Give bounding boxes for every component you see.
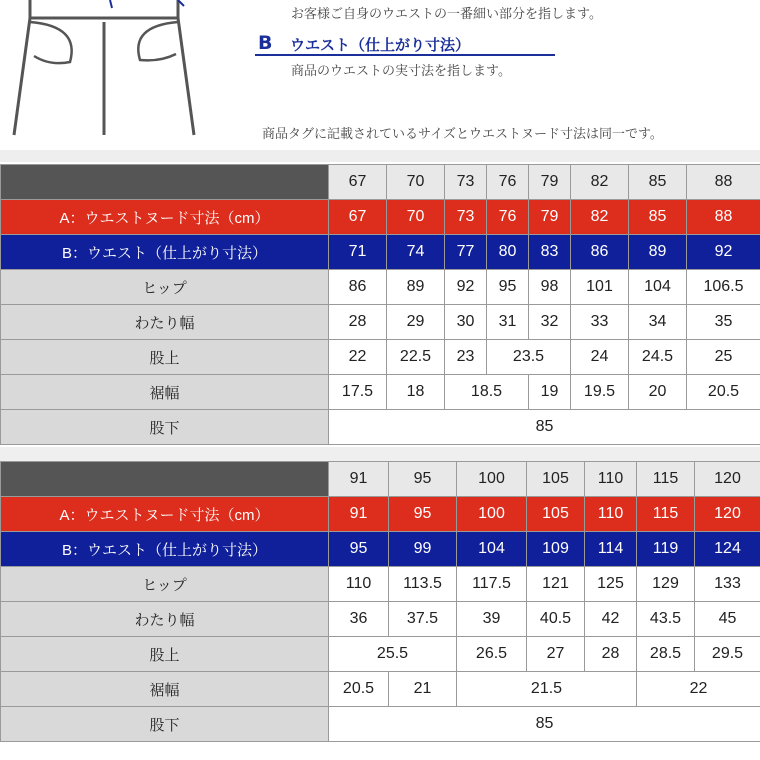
size-cell: 95 bbox=[389, 462, 457, 497]
value-cell: 22.5 bbox=[387, 340, 445, 375]
separator bbox=[0, 150, 760, 162]
value-cell: 18 bbox=[387, 375, 445, 410]
value-cell: 29 bbox=[387, 305, 445, 340]
finished-waist-row bbox=[1, 532, 760, 567]
value-cell: 101 bbox=[571, 270, 629, 305]
value-cell: 89 bbox=[629, 235, 687, 270]
value-cell: 73 bbox=[445, 200, 487, 235]
value-cell: 95 bbox=[487, 270, 529, 305]
value-cell: 83 bbox=[529, 235, 571, 270]
row-label: わたり幅 bbox=[1, 602, 329, 637]
row-label: B：ウエスト（仕上がり寸法） bbox=[1, 532, 329, 567]
value-cell: 29.5 bbox=[695, 637, 760, 672]
value-cell: 109 bbox=[527, 532, 585, 567]
value-cell: 80 bbox=[487, 235, 529, 270]
row-label: A：ウエストヌード寸法（cm） bbox=[1, 200, 329, 235]
size-cell: 79 bbox=[529, 165, 571, 200]
value-cell: 74 bbox=[387, 235, 445, 270]
value-cell: 20 bbox=[629, 375, 687, 410]
value-cell: 28.5 bbox=[637, 637, 695, 672]
nude-waist-row bbox=[1, 200, 760, 235]
value-cell: 91 bbox=[329, 497, 389, 532]
value-cell: 28 bbox=[585, 637, 637, 672]
value-cell: 125 bbox=[585, 567, 637, 602]
value-cell: 124 bbox=[695, 532, 760, 567]
diagram-area bbox=[0, 0, 760, 150]
value-cell: 92 bbox=[445, 270, 487, 305]
value-cell: 39 bbox=[457, 602, 527, 637]
value-cell: 31 bbox=[487, 305, 529, 340]
value-cell: 79 bbox=[529, 200, 571, 235]
nude-waist-row bbox=[1, 497, 760, 532]
value-cell: 24 bbox=[571, 340, 629, 375]
size-cell: 120 bbox=[695, 462, 760, 497]
value-cell: 25.5 bbox=[329, 637, 457, 672]
tag-note: 商品タグに記載されているサイズとウエストヌード寸法は同一です。 bbox=[262, 127, 663, 142]
value-cell: 88 bbox=[687, 200, 760, 235]
value-cell: 104 bbox=[629, 270, 687, 305]
value-cell: 121 bbox=[527, 567, 585, 602]
pants-illustration-icon bbox=[0, 0, 215, 150]
value-cell: 85 bbox=[329, 707, 760, 742]
thigh-width-row bbox=[1, 305, 760, 340]
size-cell: 82 bbox=[571, 165, 629, 200]
row-label: 股下 bbox=[1, 707, 329, 742]
rise-row bbox=[1, 340, 760, 375]
value-cell: 33 bbox=[571, 305, 629, 340]
row-label: B：ウエスト（仕上がり寸法） bbox=[1, 235, 329, 270]
rise-row bbox=[1, 637, 760, 672]
b-title: ウエスト（仕上がり寸法） bbox=[290, 36, 471, 54]
value-cell: 20.5 bbox=[329, 672, 389, 707]
value-cell: 37.5 bbox=[389, 602, 457, 637]
value-cell: 117.5 bbox=[457, 567, 527, 602]
value-cell: 70 bbox=[387, 200, 445, 235]
size-cell: 73 bbox=[445, 165, 487, 200]
inseam-row bbox=[1, 707, 760, 742]
value-cell: 106.5 bbox=[687, 270, 760, 305]
hem-width-row bbox=[1, 375, 760, 410]
value-cell: 20.5 bbox=[687, 375, 760, 410]
header-label-cell bbox=[1, 462, 329, 497]
value-cell: 27 bbox=[527, 637, 585, 672]
value-cell: 86 bbox=[329, 270, 387, 305]
value-cell: 21 bbox=[389, 672, 457, 707]
size-table-2 bbox=[0, 461, 760, 742]
size-cell: 85 bbox=[629, 165, 687, 200]
size-table-1 bbox=[0, 164, 760, 445]
value-cell: 99 bbox=[389, 532, 457, 567]
value-cell: 23 bbox=[445, 340, 487, 375]
thigh-width-row bbox=[1, 602, 760, 637]
footer-area bbox=[0, 743, 760, 760]
value-cell: 67 bbox=[329, 200, 387, 235]
value-cell: 45 bbox=[695, 602, 760, 637]
value-cell: 17.5 bbox=[329, 375, 387, 410]
value-cell: 40.5 bbox=[527, 602, 585, 637]
value-cell: 110 bbox=[329, 567, 389, 602]
value-cell: 42 bbox=[585, 602, 637, 637]
value-cell: 71 bbox=[329, 235, 387, 270]
size-cell: 100 bbox=[457, 462, 527, 497]
inseam-row bbox=[1, 410, 760, 445]
value-cell: 129 bbox=[637, 567, 695, 602]
value-cell: 115 bbox=[637, 497, 695, 532]
finished-waist-row bbox=[1, 235, 760, 270]
table-gap bbox=[0, 447, 760, 461]
size-cell: 105 bbox=[527, 462, 585, 497]
row-label: 股上 bbox=[1, 637, 329, 672]
size-cell: 67 bbox=[329, 165, 387, 200]
row-label: 股上 bbox=[1, 340, 329, 375]
value-cell: 105 bbox=[527, 497, 585, 532]
value-cell: 89 bbox=[387, 270, 445, 305]
value-cell: 35 bbox=[687, 305, 760, 340]
row-label: 股下 bbox=[1, 410, 329, 445]
value-cell: 36 bbox=[329, 602, 389, 637]
size-header-row bbox=[1, 462, 760, 497]
size-cell: 110 bbox=[585, 462, 637, 497]
value-cell: 21.5 bbox=[457, 672, 637, 707]
row-label: わたり幅 bbox=[1, 305, 329, 340]
value-cell: 23.5 bbox=[487, 340, 571, 375]
size-cell: 76 bbox=[487, 165, 529, 200]
value-cell: 86 bbox=[571, 235, 629, 270]
value-cell: 26.5 bbox=[457, 637, 527, 672]
value-cell: 24.5 bbox=[629, 340, 687, 375]
size-cell: 70 bbox=[387, 165, 445, 200]
value-cell: 30 bbox=[445, 305, 487, 340]
value-cell: 43.5 bbox=[637, 602, 695, 637]
b-marker: B bbox=[258, 32, 273, 54]
size-cell: 91 bbox=[329, 462, 389, 497]
value-cell: 95 bbox=[389, 497, 457, 532]
value-cell: 19.5 bbox=[571, 375, 629, 410]
value-cell: 85 bbox=[329, 410, 760, 445]
b-description: 商品のウエストの実寸法を指します。 bbox=[291, 64, 511, 79]
value-cell: 120 bbox=[695, 497, 760, 532]
hip-row bbox=[1, 270, 760, 305]
a-description: お客様ご自身のウエストの一番細い部分を指します。 bbox=[291, 7, 602, 22]
value-cell: 95 bbox=[329, 532, 389, 567]
hem-width-row bbox=[1, 672, 760, 707]
value-cell: 32 bbox=[529, 305, 571, 340]
value-cell: 110 bbox=[585, 497, 637, 532]
value-cell: 92 bbox=[687, 235, 760, 270]
value-cell: 28 bbox=[329, 305, 387, 340]
hip-row bbox=[1, 567, 760, 602]
value-cell: 77 bbox=[445, 235, 487, 270]
row-label: ヒップ bbox=[1, 270, 329, 305]
row-label: ヒップ bbox=[1, 567, 329, 602]
value-cell: 100 bbox=[457, 497, 527, 532]
size-header-row bbox=[1, 165, 760, 200]
value-cell: 19 bbox=[529, 375, 571, 410]
value-cell: 114 bbox=[585, 532, 637, 567]
row-label: 裾幅 bbox=[1, 375, 329, 410]
value-cell: 85 bbox=[629, 200, 687, 235]
value-cell: 104 bbox=[457, 532, 527, 567]
value-cell: 18.5 bbox=[445, 375, 529, 410]
value-cell: 133 bbox=[695, 567, 760, 602]
value-cell: 25 bbox=[687, 340, 760, 375]
value-cell: 34 bbox=[629, 305, 687, 340]
value-cell: 98 bbox=[529, 270, 571, 305]
value-cell: 119 bbox=[637, 532, 695, 567]
row-label: A：ウエストヌード寸法（cm） bbox=[1, 497, 329, 532]
value-cell: 22 bbox=[329, 340, 387, 375]
size-cell: 115 bbox=[637, 462, 695, 497]
b-underline bbox=[255, 54, 555, 56]
row-label: 裾幅 bbox=[1, 672, 329, 707]
value-cell: 76 bbox=[487, 200, 529, 235]
value-cell: 82 bbox=[571, 200, 629, 235]
header-label-cell bbox=[1, 165, 329, 200]
size-cell: 88 bbox=[687, 165, 760, 200]
value-cell: 22 bbox=[637, 672, 760, 707]
value-cell: 113.5 bbox=[389, 567, 457, 602]
